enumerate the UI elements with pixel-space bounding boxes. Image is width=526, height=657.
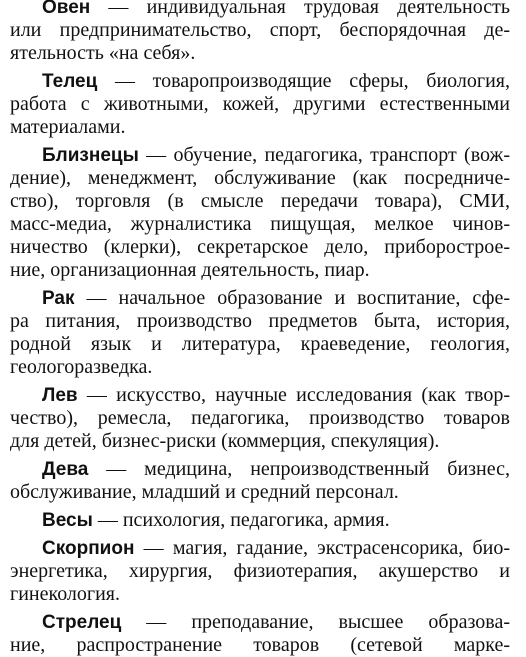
- entry-line: материалами.: [10, 116, 126, 138]
- entry-term: Дева: [42, 459, 89, 480]
- entry-first-line: [10, 70, 510, 93]
- entry-gemini: [10, 144, 510, 282]
- entry-libra: [10, 509, 510, 532]
- entry-term: Скорпион: [42, 538, 135, 559]
- entry-line: ятельность «на себя».: [10, 42, 196, 64]
- entry-line: ра питания, производство предметов быта, история,: [10, 310, 510, 332]
- entry-line: энергетика, хирургия, физиотерапия, акушерство и: [10, 560, 510, 582]
- entry-line: ничество (клерки), секретарское дело, приборострое-: [10, 236, 510, 258]
- entry-line: обслуживание, младший и средний персонал.: [10, 481, 399, 503]
- entry-sagittarius: [10, 611, 510, 657]
- entry-first-line: [10, 144, 510, 167]
- entry-line: ние, организационная деятельность, пиар.: [10, 259, 370, 281]
- entry-scorpio: [10, 537, 510, 606]
- entry-text: — товаропроизводящие сферы, биология,: [97, 70, 510, 92]
- entry-text: — преподавание, высшее образова-: [121, 611, 510, 633]
- entry-virgo: [10, 458, 510, 504]
- entry-text: — обучение, педагогика, транспорт (вож-: [138, 144, 510, 166]
- entry-term: Весы: [42, 510, 93, 531]
- entry-term: Телец: [42, 71, 98, 92]
- entry-line: для детей, бизнес-риски (коммерция, спекуляция).: [10, 430, 440, 452]
- entry-cancer: [10, 287, 510, 379]
- entry-first-line: [10, 611, 510, 634]
- entry-term: Близнецы: [42, 145, 139, 166]
- entry-first-line: [10, 509, 510, 532]
- entry-term: Рак: [42, 288, 75, 309]
- entry-line: или предпринимательство, спорт, беспорядочная де-: [10, 19, 510, 41]
- entry-term: Стрелец: [42, 612, 122, 633]
- entry-text: — медицина, непроизводственный бизнес,: [88, 458, 510, 480]
- entry-line: геологоразведка.: [10, 356, 153, 378]
- entry-first-line: [10, 0, 510, 19]
- entry-first-line: [10, 458, 510, 481]
- entry-line: чество), ремесла, педагогика, производство товаров: [10, 407, 510, 429]
- entry-line: родной язык и литература, краеведение, геология,: [10, 333, 510, 355]
- entry-text: — начальное образование и воспитание, сфе-: [74, 287, 510, 309]
- entry-first-line: [10, 287, 510, 310]
- entry-aries: [10, 0, 510, 65]
- entry-term: Лев: [42, 385, 78, 406]
- entry-line: ство), торговля (в смысле передачи товара), СМИ,: [10, 190, 510, 212]
- entry-text: — психология, педагогика, армия.: [92, 509, 390, 531]
- entry-line: работа с животными, кожей, другими естественными: [10, 93, 510, 115]
- document-page: [10, 0, 510, 657]
- entry-first-line: [10, 384, 510, 407]
- entry-text: — магия, гадание, экстрасенсорика, био-: [134, 537, 510, 559]
- entry-line: дение), менеджмент, обслуживание (как посредниче-: [10, 167, 510, 189]
- entry-taurus: [10, 70, 510, 139]
- entry-text: — индивидуальная трудовая деятельность: [90, 0, 510, 18]
- entry-first-line: [10, 537, 510, 560]
- entry-line: ние, распространение товаров (сетевой марке-: [10, 634, 510, 656]
- entry-term: Овен: [42, 0, 91, 18]
- entry-leo: [10, 384, 510, 453]
- entry-line: гинекология.: [10, 583, 121, 605]
- entry-text: — искусство, научные исследования (как твор-: [77, 384, 510, 406]
- entry-line: масс-медиа, журналистика пищущая, мелкое чинов-: [10, 213, 510, 235]
